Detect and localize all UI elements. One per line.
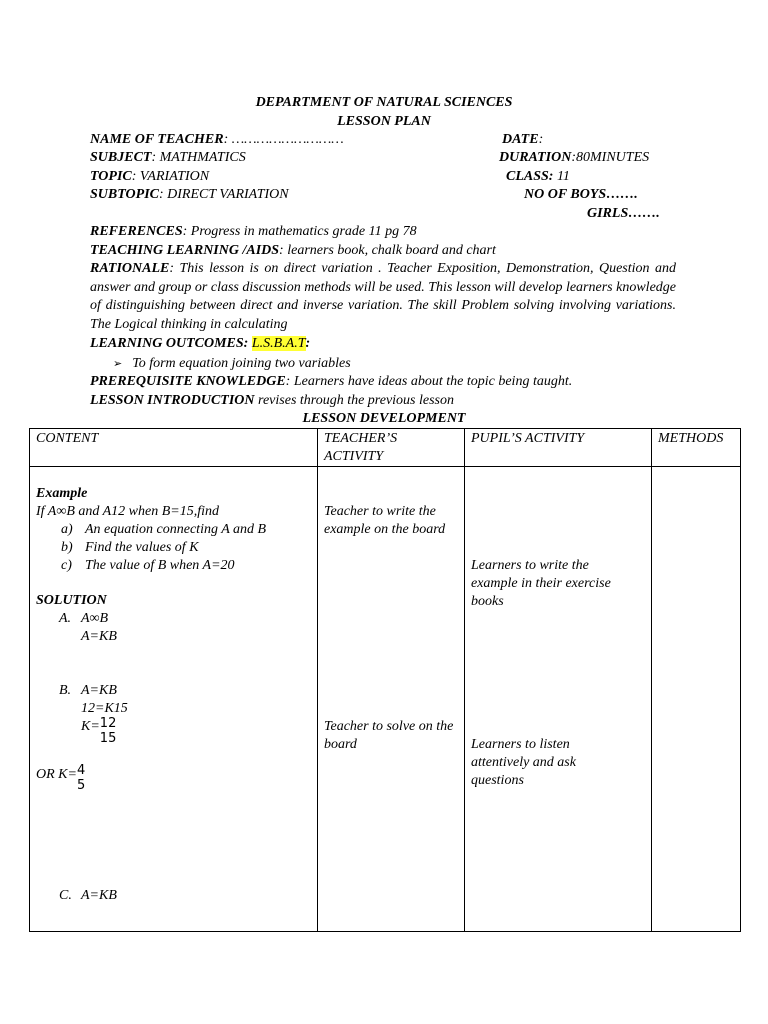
subtopic-value: : DIRECT VARIATION xyxy=(158,187,289,202)
references-text: : Progress in mathematics grade 11 pg 78 xyxy=(182,224,417,239)
solution-c-line1: A=KB xyxy=(81,888,117,903)
list-item-text: The value of B when A=20 xyxy=(85,558,235,573)
class-value: 11 xyxy=(553,169,570,184)
solution-label: SOLUTION xyxy=(36,593,107,608)
solution-b-line2: 12=K15 xyxy=(81,701,128,716)
prerequisite-label: PREREQUISITE KNOWLEDGE xyxy=(90,374,286,389)
subject-value: : MATHMATICS xyxy=(151,150,246,165)
methods-cell xyxy=(652,467,741,932)
topic-label: TOPIC xyxy=(90,169,132,184)
aids-text: : learners book, chalk board and chart xyxy=(279,243,496,258)
list-item: a) xyxy=(61,522,73,537)
lesson-development-title: LESSON DEVELOPMENT xyxy=(302,411,466,426)
rationale-text: : This lesson is on direct variation . Teacher Exposition, Demonstration, Question and answer and group or class discussion methods will be used. This lesson will develop learners knowledge of distinguishing between direct and inverse variation. The skill Problem solving involving variations. The Logical thinking in calculating xyxy=(90,261,676,332)
fraction-numerator: 12 xyxy=(99,716,117,731)
solution-a-line1: A∞B xyxy=(81,611,109,626)
prerequisite-text: : Learners have ideas about the topic being taught. xyxy=(285,374,573,389)
solution-a-line2: A=KB xyxy=(81,629,117,644)
list-item-text: Find the values of K xyxy=(85,540,199,555)
pupil-activity-1: Learners to write the example in their exercise books xyxy=(471,558,611,609)
subtopic-label: SUBTOPIC xyxy=(90,187,159,202)
subtopic-row xyxy=(90,186,289,204)
list-item: c) xyxy=(61,558,72,573)
references-row xyxy=(90,223,417,241)
aids-row xyxy=(90,242,496,260)
header-methods: METHODS xyxy=(652,429,741,467)
date-row xyxy=(502,131,543,149)
class-label: CLASS: xyxy=(506,169,554,184)
duration-label: DURATION xyxy=(499,150,572,165)
table-body-row xyxy=(30,467,741,932)
fraction-denominator: 15 xyxy=(99,731,117,746)
header-content: CONTENT xyxy=(30,429,318,467)
date-label: DATE xyxy=(502,132,539,147)
introduction-row xyxy=(90,392,454,410)
header-pupil-activity: PUPIL’S ACTIVITY xyxy=(465,429,652,467)
solution-b-k-fraction: K=12 15 xyxy=(81,716,117,746)
content-cell xyxy=(30,467,318,932)
teacher-activity-1: Teacher to write the example on the board xyxy=(324,504,446,537)
duration-row xyxy=(499,149,649,167)
date-value: : xyxy=(538,132,544,147)
or-k-fraction: OR K=4 5 xyxy=(36,763,86,793)
rationale-label: RATIONALE xyxy=(90,261,170,276)
table-header-row xyxy=(30,429,741,467)
lsbat-highlight: L.S.B.A.T xyxy=(251,336,306,351)
introduction-label: LESSON INTRODUCTION xyxy=(90,393,255,408)
aids-label: TEACHING LEARNING /AIDS xyxy=(90,243,280,258)
outcome-bullet-text: To form equation joining two variables xyxy=(132,356,351,371)
references-label: REFERENCES xyxy=(90,224,183,239)
outcomes-colon: : xyxy=(305,336,311,351)
fraction-denominator: 5 xyxy=(76,778,86,793)
subject-label: SUBJECT xyxy=(90,150,152,165)
teacher-value: : ……………………… xyxy=(223,132,344,147)
list-item-text: An equation connecting A and B xyxy=(85,522,267,537)
boys-label: NO OF BOYS……. xyxy=(524,187,638,202)
pupil-activity-2: Learners to listen attentively and ask questions xyxy=(471,737,576,788)
arrow-bullet-icon: ➢ xyxy=(113,357,123,370)
prerequisite-row xyxy=(90,373,572,391)
list-item: b) xyxy=(61,540,73,555)
duration-value: :80MINUTES xyxy=(571,150,650,165)
lesson-development-table xyxy=(29,428,741,932)
solution-b-marker: B. xyxy=(59,683,72,698)
subject-row xyxy=(90,149,246,167)
girls-label: GIRLS……. xyxy=(587,206,660,221)
solution-b-line1: A=KB xyxy=(81,683,117,698)
introduction-text: revises through the previous lesson xyxy=(254,393,455,408)
department-title: DEPARTMENT OF NATURAL SCIENCES xyxy=(255,95,513,110)
class-row xyxy=(506,168,570,186)
teacher-row xyxy=(90,131,344,149)
teacher-label: NAME OF TEACHER xyxy=(90,132,224,147)
teacher-activity-cell xyxy=(318,467,465,932)
topic-value: : VARIATION xyxy=(131,169,210,184)
teacher-activity-2: Teacher to solve on the board xyxy=(324,719,454,752)
outcome-bullet-item xyxy=(113,355,351,373)
solution-c-marker: C. xyxy=(59,888,72,903)
example-label: Example xyxy=(36,486,88,501)
fraction-numerator: 4 xyxy=(76,763,86,778)
outcomes-row xyxy=(90,335,310,353)
header-teacher-activity: TEACHER’S ACTIVITY xyxy=(318,429,465,467)
solution-a-marker: A. xyxy=(59,611,72,626)
pupil-activity-cell xyxy=(465,467,652,932)
rationale-paragraph xyxy=(90,260,676,334)
lesson-plan-title: LESSON PLAN xyxy=(337,114,431,129)
topic-row xyxy=(90,168,209,186)
outcomes-label: LEARNING OUTCOMES: xyxy=(90,336,252,351)
example-question: If A∞B and A12 when B=15,find xyxy=(36,504,220,519)
